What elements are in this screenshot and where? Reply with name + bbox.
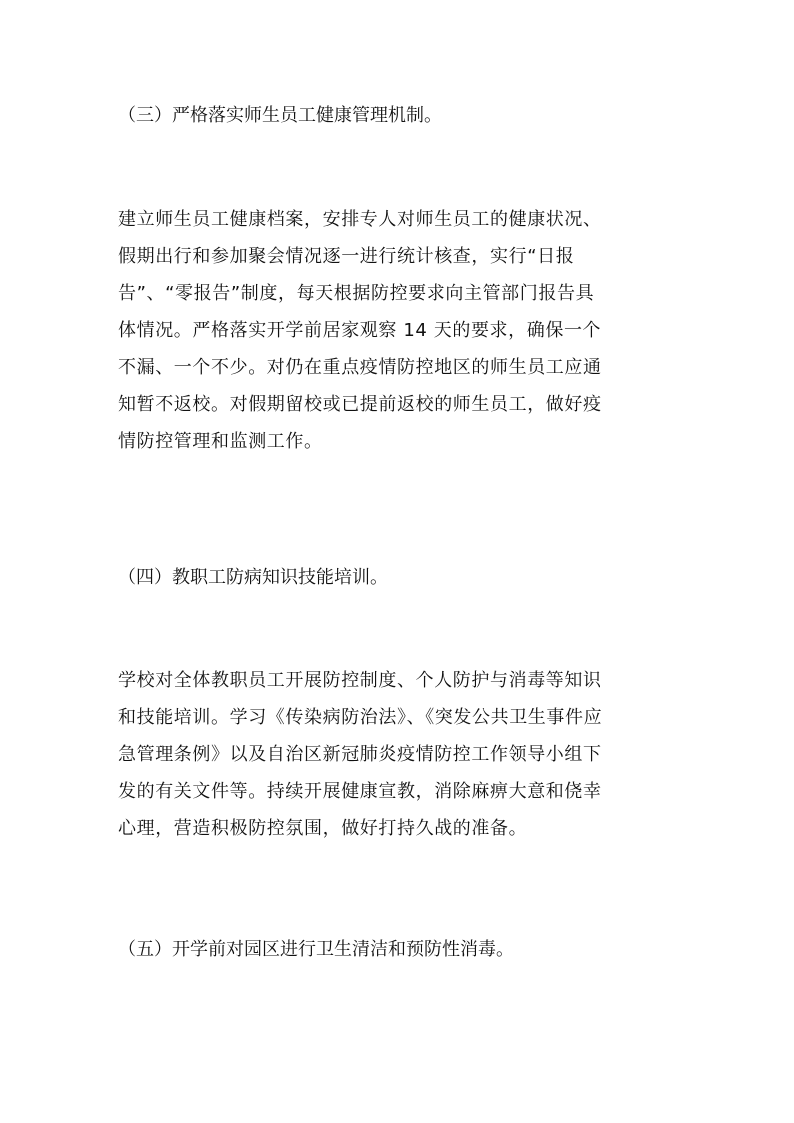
paragraph-line: 告”、“零报告”制度，每天根据防控要求向主管部门报告具 bbox=[118, 283, 595, 304]
section-paragraph-4 bbox=[118, 662, 698, 847]
paragraph-line: 发的有关文件等。持续开展健康宣教，消除麻痹大意和侥幸 bbox=[118, 781, 602, 802]
paragraph-line: 情防控管理和监测工作。 bbox=[118, 431, 323, 452]
paragraph-line: 建立师生员工健康档案，安排专人对师生员工的健康状况、 bbox=[118, 209, 602, 230]
section-heading-4: （四）教职工防病知识技能培训。 bbox=[118, 567, 388, 588]
paragraph-line: 和技能培训。学习《传染病防治法》、《突发公共卫生事件应 bbox=[118, 707, 603, 728]
section-paragraph-3 bbox=[118, 201, 698, 460]
paragraph-line: 知暂不返校。对假期留校或已提前返校的师生员工，做好疫 bbox=[118, 394, 602, 415]
section-heading-5: （五）开学前对园区进行卫生清洁和预防性消毒。 bbox=[118, 939, 514, 960]
paragraph-line: 心理，营造积极防控氛围，做好打持久战的准备。 bbox=[118, 818, 528, 839]
section-heading-3: （三）严格落实师生员工健康管理机制。 bbox=[118, 105, 442, 126]
paragraph-line: 急管理条例》以及自治区新冠肺炎疫情防控工作领导小组下 bbox=[118, 744, 602, 765]
paragraph-line: 不漏、一个不少。对仍在重点疫情防控地区的师生员工应通 bbox=[118, 357, 602, 378]
paragraph-line: 体情况。严格落实开学前居家观察 14 天的要求，确保一个 bbox=[118, 320, 602, 341]
paragraph-line: 学校对全体教职员工开展防控制度、个人防护与消毒等知识 bbox=[118, 670, 602, 691]
paragraph-line: 假期出行和参加聚会情况逐一进行统计核查，实行“日报 bbox=[118, 246, 575, 267]
